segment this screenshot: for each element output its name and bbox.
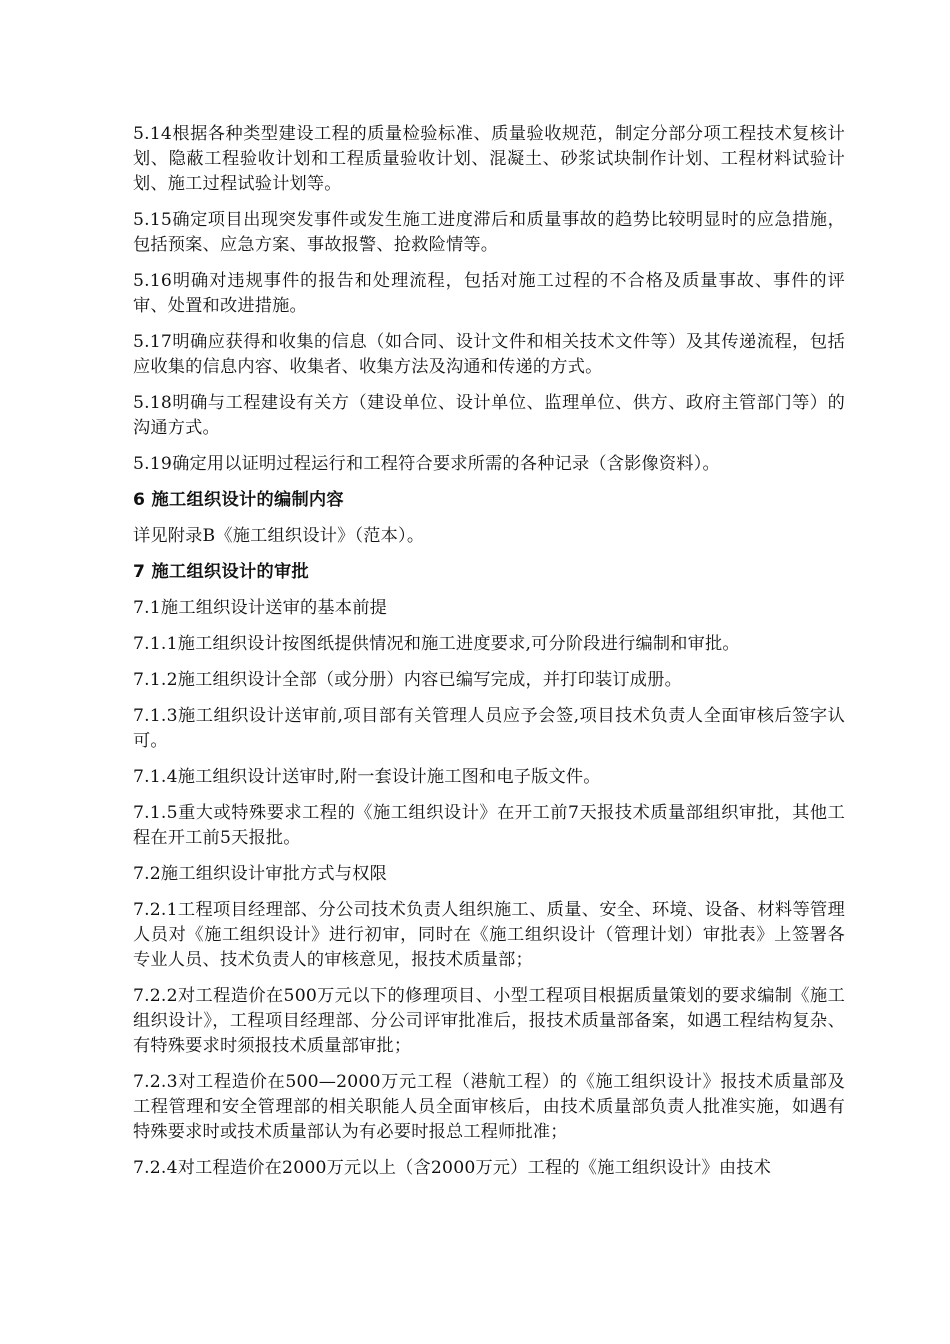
paragraph-5-15: 5.15确定项目出现突发事件或发生施工进度滞后和质量事故的趋势比较明显时的应急措施，包括预案、应急方案、事故报警、抢救险情等。 bbox=[133, 210, 845, 255]
paragraph-5-18: 5.18明确与工程建设有关方（建设单位、设计单位、监理单位、供方、政府主管部门等）的沟通方式。 bbox=[133, 393, 845, 438]
paragraph-5-19: 5.19确定用以证明过程运行和工程符合要求所需的各种记录（含影像资料）。 bbox=[133, 454, 720, 474]
paragraph-7-2-3: 7.2.3对工程造价在500—2000万元工程（港航工程）的《施工组织设计》报技术质量部及工程管理和安全管理部的相关职能人员全面审核后，由技术质量部负责人批准实施，如遇有特殊要求时或技术质量部认为有必要时报总工程师批准； bbox=[133, 1072, 845, 1142]
paragraph-7-1-4: 7.1.4施工组织设计送审时,附一套设计施工图和电子版文件。 bbox=[133, 767, 601, 787]
paragraph-7-1-2: 7.1.2施工组织设计全部（或分册）内容已编写完成，并打印装订成册。 bbox=[133, 670, 682, 690]
paragraph-7-1-5: 7.1.5重大或特殊要求工程的《施工组织设计》在开工前7天报技术质量部组织审批，其他工程在开工前5天报批。 bbox=[133, 803, 845, 848]
paragraph-7-2-2: 7.2.2对工程造价在500万元以下的修理项目、小型工程项目根据质量策划的要求编制《施工组织设计》，工程项目经理部、分公司评审批准后，报技术质量部备案，如遇工程结构复杂、有特殊要求时须报技术质量部审批； bbox=[133, 986, 845, 1056]
paragraph-7-1-1: 7.1.1施工组织设计按图纸提供情况和施工进度要求,可分阶段进行编制和审批。 bbox=[133, 634, 740, 654]
paragraph-5-14: 5.14根据各种类型建设工程的质量检验标准、质量验收规范，制定分部分项工程技术复核计划、隐蔽工程验收计划和工程质量验收计划、混凝土、砂浆试块制作计划、工程材料试验计划、施工过程试验计划等。 bbox=[133, 124, 845, 194]
section-heading-6: 6 施工组织设计的编制内容 bbox=[133, 490, 344, 510]
document-page bbox=[133, 122, 845, 1192]
paragraph-7-2: 7.2施工组织设计审批方式与权限 bbox=[133, 864, 387, 884]
paragraph-7-1-3: 7.1.3施工组织设计送审前,项目部有关管理人员应予会签,项目技术负责人全面审核后签字认可。 bbox=[133, 706, 845, 751]
paragraph-5-16: 5.16明确对违规事件的报告和处理流程，包括对施工过程的不合格及质量事故、事件的评审、处置和改进措施。 bbox=[133, 271, 845, 316]
section-heading-7: 7 施工组织设计的审批 bbox=[133, 562, 309, 582]
paragraph-7-2-1: 7.2.1工程项目经理部、分公司技术负责人组织施工、质量、安全、环境、设备、材料等管理人员对《施工组织设计》进行初审，同时在《施工组织设计（管理计划）审批表》上签署各专业人员、技术负责人的审核意见，报技术质量部； bbox=[133, 900, 845, 970]
paragraph-5-17: 5.17明确应获得和收集的信息（如合同、设计文件和相关技术文件等）及其传递流程，包括应收集的信息内容、收集者、收集方法及沟通和传递的方式。 bbox=[133, 332, 845, 377]
paragraph-appendix-b: 详见附录B《施工组织设计》（范本）。 bbox=[133, 526, 425, 546]
paragraph-7-1: 7.1施工组织设计送审的基本前提 bbox=[133, 598, 387, 618]
paragraph-7-2-4: 7.2.4对工程造价在2000万元以上（含2000万元）工程的《施工组织设计》由技术 bbox=[133, 1158, 772, 1178]
